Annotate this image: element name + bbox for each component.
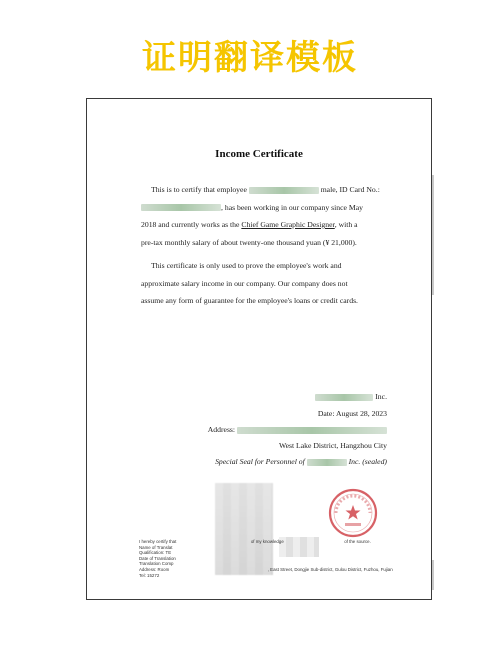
certificate-date: Date: August 28, 2023 <box>317 409 387 418</box>
address-label: Address: <box>207 425 236 434</box>
note-telephone: Tel: 15272 <box>139 572 160 578</box>
para1-line3-end: , with a <box>334 220 358 229</box>
note-qualification: Qualification: TE <box>139 550 172 556</box>
certificate-paragraph-1 <box>141 181 387 251</box>
certificate-document <box>86 98 432 600</box>
para1-line2: , has been working in our company since May <box>221 202 363 212</box>
note-line1-mid: of my knowledge <box>250 539 284 544</box>
para2-line1: This certificate is only used to prove the employee's work and <box>151 261 342 270</box>
note-line1-start: I hereby certify that <box>139 539 177 544</box>
redacted-seal-company <box>307 459 347 466</box>
redacted-id-number <box>141 204 221 211</box>
address-line-2: West Lake District, Hangzhou City <box>278 441 387 450</box>
note-line1-end: of the source. <box>344 539 371 544</box>
note-translator-name: Name of Translat <box>139 544 173 550</box>
seal-line-end: Inc. (sealed) <box>348 457 387 466</box>
page-edge-shadow <box>432 175 434 295</box>
para1-line3-start: 2018 and currently works as the <box>141 220 240 229</box>
personnel-seal-line <box>215 457 387 466</box>
company-suffix: Inc. <box>375 392 387 401</box>
company-name-line <box>315 392 387 401</box>
page-banner-title: 证明翻译模板 <box>142 38 358 78</box>
translator-statement <box>139 539 419 578</box>
certificate-title: Income Certificate <box>215 148 303 160</box>
para1-line4: pre-tax monthly salary of about twenty-one thousand yuan (¥ 21,000). <box>141 237 357 247</box>
para1-line1-end: male, ID Card No.: <box>320 185 380 194</box>
note-address-start: Address: Room <box>139 566 170 572</box>
para1-line1-start: This is to certify that employee <box>151 185 247 194</box>
note-translation-company: Translation Comp <box>139 561 174 567</box>
redacted-employee-name <box>249 187 319 194</box>
certificate-paragraph-2 <box>141 257 387 310</box>
seal-line-start: Special Seal for Personnel of <box>215 457 305 466</box>
redacted-address <box>237 427 387 434</box>
page-edge-shadow <box>432 560 434 590</box>
job-title: Chief Game Graphic Designer <box>241 220 335 229</box>
address-line-1 <box>208 425 387 434</box>
redacted-company-name <box>315 394 373 401</box>
para2-line2: approximate salary income in our company. Our company does not <box>141 278 348 288</box>
note-translation-date: Date of Translation <box>139 555 176 561</box>
note-address-end: , East Street, Dongjie Sub-district, Gulou District, Fuzhou, Fujian <box>267 566 393 572</box>
para2-line3: assume any form of guarantee for the employee's loans or credit cards. <box>141 296 358 305</box>
company-seal-stamp <box>327 487 379 539</box>
